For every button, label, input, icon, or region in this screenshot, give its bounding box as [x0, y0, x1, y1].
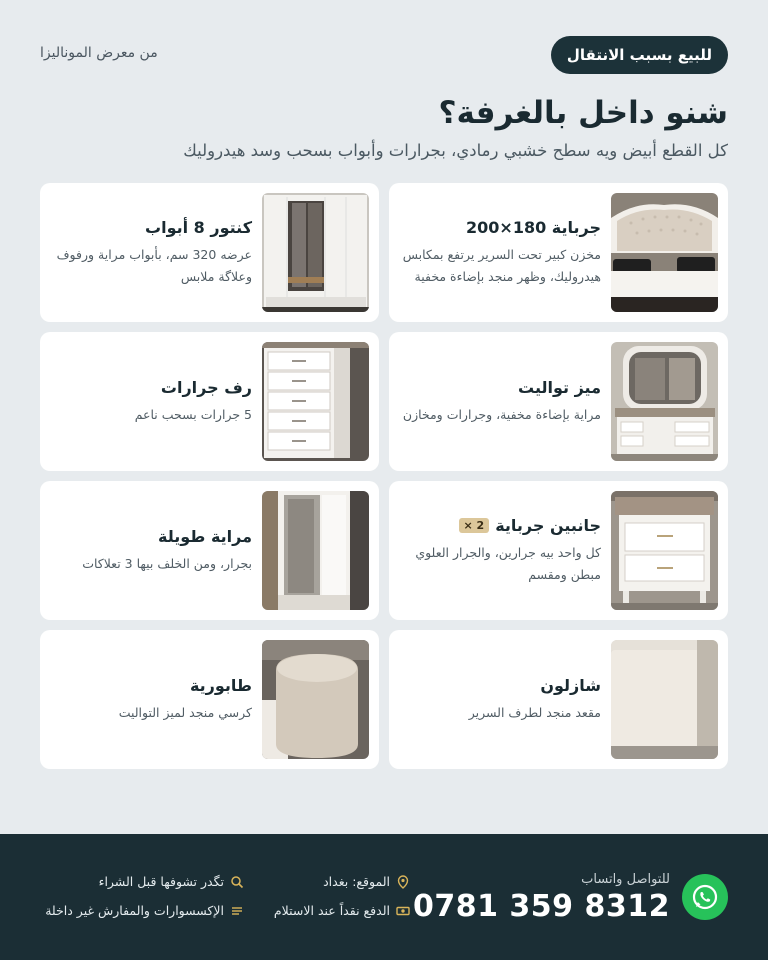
- inspect-info: [99, 874, 244, 889]
- sale-badge: للبيع بسبب الانتقال: [551, 36, 728, 74]
- location-pin-icon: [396, 875, 410, 889]
- item-description: عرضه 320 سم، بأبواب مراية ورفوف وعلاگة ملابس: [56, 247, 252, 284]
- chest-photo: [262, 342, 369, 461]
- item-card-stool: [40, 630, 379, 769]
- bed-photo: [611, 193, 718, 312]
- item-description: كرسي منجد لميز التواليت: [118, 704, 252, 720]
- quantity-badge: × 2: [459, 518, 490, 533]
- header: [40, 36, 728, 74]
- item-description: مقعد منجد لطرف السرير: [468, 704, 601, 720]
- location-info: [323, 874, 410, 889]
- item-title: طابورية: [189, 675, 252, 695]
- item-card-mirror: [40, 481, 379, 620]
- item-card-nightstands: [389, 481, 728, 620]
- item-text: [399, 481, 601, 620]
- search-icon: [230, 875, 244, 889]
- item-description: مخزن كبير تحت السرير يرتفع بمكابس هيدروليك، وظهر منجد بإضاءة مخفية: [402, 247, 601, 284]
- page-subtitle: كل القطع أبيض ويه سطح خشبي رمادي، بجرارات وأبواب بسحب وسد هيدروليك: [183, 141, 728, 160]
- wardrobe-photo: [262, 193, 369, 312]
- list-icon: [230, 904, 244, 918]
- item-title: ميز تواليت: [518, 377, 601, 397]
- item-text: [399, 630, 601, 769]
- item-title: جرباية 180×200: [466, 218, 601, 238]
- payment-info: [274, 903, 410, 918]
- items-grid: [40, 183, 728, 769]
- item-text: [399, 332, 601, 471]
- payment-text: الدفع نقداً عند الاستلام: [273, 903, 390, 918]
- accessories-text: الإكسسوارات والمفارش غير داخلة: [45, 903, 224, 918]
- cash-icon: [396, 904, 410, 918]
- item-description: 5 جرارات بسحب ناعم: [134, 406, 252, 422]
- stool-photo: [262, 640, 369, 759]
- item-title: كنتور 8 أبواب: [145, 218, 252, 238]
- contact-label: للتواصل واتساب: [581, 872, 670, 887]
- inspect-text: تگدر تشوفها قبل الشراء: [98, 874, 224, 889]
- item-text: [50, 481, 252, 620]
- item-text: [50, 332, 252, 471]
- item-description: بجرار، ومن الخلف بيها 3 تعلاكات: [82, 555, 252, 571]
- item-title: شازلون: [540, 675, 601, 695]
- phone-number[interactable]: 0781 359 8312: [412, 889, 670, 924]
- item-text: [399, 183, 601, 322]
- item-card-dresser: [389, 332, 728, 471]
- accessories-info: [45, 903, 244, 918]
- item-text: [50, 183, 252, 322]
- page-title: شنو داخل بالغرفة؟: [438, 95, 728, 131]
- store-name: من معرض الموناليزا: [40, 45, 158, 61]
- item-description: كل واحد بيه جرارين، والجرار العلوي مبطن ومقسم: [415, 545, 601, 582]
- item-card-wardrobe: [40, 183, 379, 322]
- item-card-chest: [40, 332, 379, 471]
- mirror-photo: [262, 491, 369, 610]
- bench-photo: [611, 640, 718, 759]
- nightstand-photo: [611, 491, 718, 610]
- item-text: [50, 630, 252, 769]
- item-card-bench: [389, 630, 728, 769]
- dresser-photo: [611, 342, 718, 461]
- footer: [0, 834, 768, 960]
- whatsapp-icon[interactable]: [682, 874, 728, 920]
- item-title: رف جرارات: [160, 377, 252, 397]
- item-card-bed: [389, 183, 728, 322]
- item-description: مراية بإضاءة مخفية، وجرارات ومخازن: [402, 406, 601, 422]
- item-title: جانبين جرباية × 2: [399, 516, 601, 535]
- item-title: مراية طويلة: [158, 526, 252, 546]
- location-text: الموقع: بغداد: [323, 874, 390, 889]
